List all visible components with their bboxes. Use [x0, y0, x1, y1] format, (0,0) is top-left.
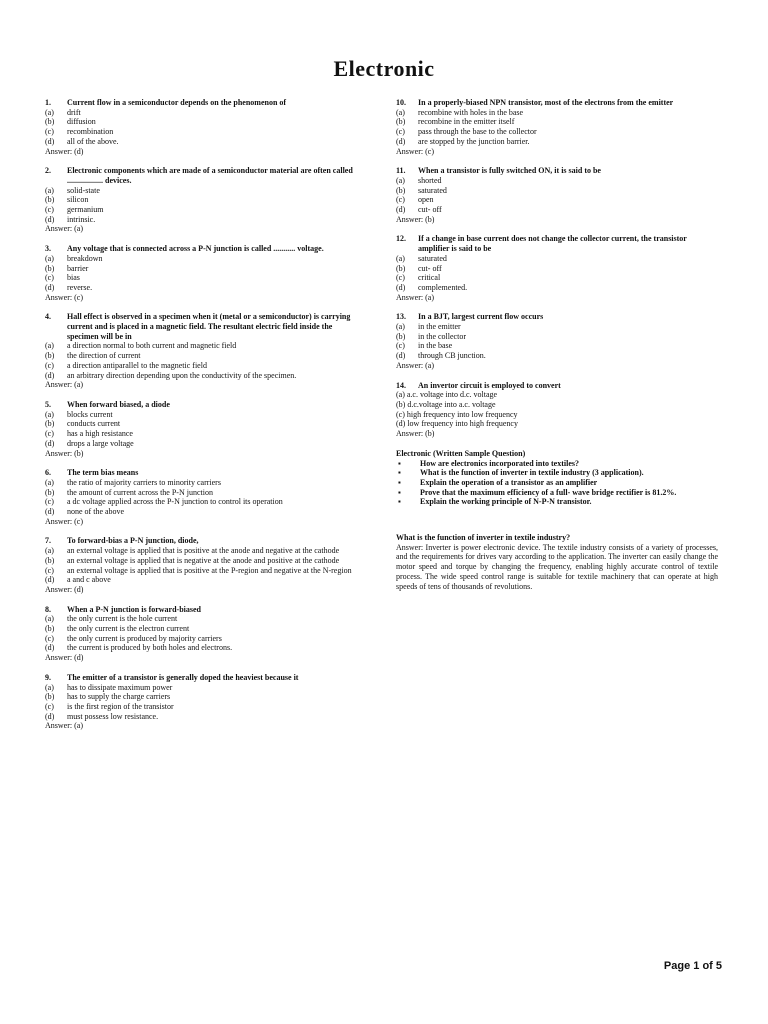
option-text: an external voltage is applied that is negative at the anode and positive at the cathode — [67, 555, 340, 565]
option — [45, 546, 363, 556]
option-text: solid-state — [67, 185, 100, 195]
option-letter: (d) — [45, 370, 55, 380]
question-text: In a properly-biased NPN transistor, most of the electrons from the emitter — [418, 98, 674, 107]
option-letter: (b) — [396, 263, 406, 273]
question-text: When a P-N junction is forward-biased — [67, 604, 202, 614]
question-number: 7. — [45, 536, 51, 546]
question-2 — [45, 166, 363, 234]
option-letter: (a) — [396, 253, 405, 263]
question-6 — [45, 468, 363, 526]
option-text: saturated — [418, 185, 447, 195]
question-number: 6. — [45, 468, 51, 478]
bullet-item — [396, 478, 718, 488]
option-letter: (a) — [45, 341, 54, 351]
option-letter: (d) — [396, 282, 406, 292]
answer: Answer: (d) — [45, 146, 84, 156]
option-letter: (d) — [45, 136, 55, 146]
option — [45, 341, 363, 351]
option — [45, 254, 363, 264]
question-11 — [396, 166, 718, 224]
option-letter: (d) — [45, 575, 55, 585]
option-text: an arbitrary direction depending upon the conductivity of the specimen. — [67, 370, 297, 380]
option-text: cut- off — [418, 205, 442, 215]
option-letter: (c) — [45, 360, 54, 370]
question-number: 10. — [396, 98, 406, 107]
question-text: The term bias means — [67, 468, 139, 478]
question-9 — [45, 673, 363, 731]
option-text: germanium — [67, 205, 104, 215]
answer: Answer: (c) — [396, 146, 434, 156]
option-letter: (b) — [45, 263, 55, 273]
option-letter: (c) — [45, 497, 54, 507]
option-text: blocks current — [67, 409, 113, 419]
option-letter: (a) — [45, 107, 54, 117]
option-letter: (d) — [45, 643, 55, 653]
option-letter: (c) — [396, 195, 405, 205]
option-letter: (c) — [45, 565, 54, 575]
question-number: 8. — [45, 604, 51, 614]
question-text: The emitter of a transistor is generally doped the heaviest because it — [67, 672, 299, 682]
option-text: conducts current — [67, 419, 121, 429]
option-text: silicon — [67, 195, 89, 205]
option — [45, 410, 363, 420]
option-text: a direction antiparallel to the magnetic field — [67, 360, 207, 370]
option-letter: (c) — [45, 701, 54, 711]
option-text: in the collector — [418, 331, 466, 341]
option-text: all of the above. — [67, 136, 119, 146]
option-text: are stopped by the junction barrier. — [418, 136, 530, 146]
option — [396, 283, 718, 293]
option-letter: (c) — [396, 273, 405, 283]
option-letter: (a) — [45, 546, 54, 556]
question-number: 1. — [45, 98, 51, 107]
option-text: recombine in the emitter itself — [418, 117, 515, 127]
option — [45, 117, 363, 127]
option — [45, 683, 363, 693]
option-letter: (c) — [396, 127, 405, 137]
option-text: is the first region of the transistor — [67, 701, 174, 711]
answer: Answer: (b) — [45, 448, 84, 458]
question-text: Electronic components which are made of a semiconductor material are often called .................. devices. — [67, 166, 353, 185]
option-text: through CB junction. — [418, 351, 486, 361]
option-letter: (d) — [45, 282, 55, 292]
option-text: shorted — [418, 175, 442, 185]
option-text: has to dissipate maximum power — [67, 682, 173, 692]
right-column — [396, 98, 718, 591]
option — [45, 507, 363, 517]
bullet-text: How are electronics incorporated into textiles? — [420, 458, 579, 468]
option — [396, 351, 718, 361]
option-letter: (d) — [45, 507, 55, 517]
option — [45, 351, 363, 361]
option-letter: (a) — [45, 185, 54, 195]
option-text: breakdown — [67, 253, 103, 263]
option-text: none of the above — [67, 507, 125, 517]
option — [45, 273, 363, 283]
option-text: recombination — [67, 127, 114, 137]
question-number: 4. — [45, 312, 51, 322]
bullet-icon: ▪ — [398, 477, 401, 487]
option-letter: (d) — [45, 438, 55, 448]
option — [45, 186, 363, 196]
option-text: reverse. — [67, 282, 93, 292]
question-7 — [45, 536, 363, 594]
option-text: an external voltage is applied that is positive at the anode and negative at the cathode — [67, 546, 340, 556]
option-letter: (b) — [45, 624, 55, 634]
option-letter: (a) — [45, 253, 54, 263]
option-text: has a high resistance — [67, 429, 133, 439]
question-5 — [45, 400, 363, 458]
option — [45, 624, 363, 634]
question-10 — [396, 98, 718, 156]
option-letter: (b) — [396, 331, 406, 341]
page-title: Electronic — [333, 56, 435, 81]
bullet-text: Prove that the maximum efficiency of a full- wave bridge rectifier is 81.2%. — [420, 487, 677, 497]
option — [396, 117, 718, 127]
question-text: To forward-bias a P-N junction, diode, — [67, 536, 199, 546]
option-text: the only current is the electron current — [67, 624, 190, 634]
bullet-text: What is the function of inverter in textile industry (3 application). — [420, 468, 644, 478]
question-number: 3. — [45, 244, 51, 254]
option — [396, 341, 718, 351]
option-text: saturated — [418, 253, 447, 263]
option-text: the only current is the hole current — [67, 614, 178, 624]
option — [396, 176, 718, 186]
option — [396, 127, 718, 137]
option-text: in the base — [418, 341, 453, 351]
option-letter: (a) — [45, 682, 54, 692]
question-text: In a BJT, largest current flow occurs — [418, 312, 544, 322]
option — [45, 643, 363, 653]
question-12 — [396, 234, 718, 302]
question-text: If a change in base current does not change the collector current, the transistor amplifier is said to be — [418, 234, 687, 254]
question-text: When a transistor is fully switched ON, it is said to be — [418, 166, 601, 176]
option — [396, 186, 718, 196]
option — [45, 712, 363, 722]
option-text: must possess low resistance. — [67, 711, 159, 721]
option — [45, 439, 363, 449]
bullet-item — [396, 497, 718, 507]
option — [396, 137, 718, 147]
option — [45, 556, 363, 566]
option-text: the current is produced by both holes and electrons. — [67, 643, 233, 653]
answer: Answer: (d) — [45, 653, 84, 663]
question-4 — [45, 312, 363, 390]
answer: Answer: (b) — [396, 429, 435, 439]
option — [45, 702, 363, 712]
option-text: the ratio of majority carriers to minority carriers — [67, 477, 221, 487]
question-13 — [396, 312, 718, 370]
question-text: When forward biased, a diode — [67, 399, 170, 409]
option-letter: (b) — [396, 117, 406, 127]
answer: Answer: (a) — [396, 360, 434, 370]
question-number: 5. — [45, 399, 51, 409]
bullet-icon: ▪ — [398, 497, 401, 507]
option-text: recombine with holes in the base — [418, 107, 524, 117]
written-questions-section — [396, 449, 718, 507]
option: (b) d.c.voltage into a.c. voltage — [396, 399, 496, 409]
option-letter: (a) — [396, 322, 405, 332]
question-number: 9. — [45, 672, 51, 682]
option — [45, 692, 363, 702]
option — [45, 127, 363, 137]
option-letter: (d) — [45, 711, 55, 721]
option-letter: (a) — [396, 175, 405, 185]
option — [45, 614, 363, 624]
option-letter: (c) — [45, 429, 54, 439]
option-text: diffusion — [67, 117, 96, 127]
option — [45, 283, 363, 293]
option-letter: (b) — [45, 419, 55, 429]
option — [45, 634, 363, 644]
option-text: the direction of current — [67, 351, 141, 361]
question-number: 12. — [396, 234, 406, 244]
option — [45, 419, 363, 429]
option: (c) high frequency into low frequency — [396, 409, 518, 419]
option-text: critical — [418, 273, 441, 283]
bullet-item — [396, 459, 718, 469]
option-letter: (a) — [396, 107, 405, 117]
option-letter: (a) — [45, 477, 54, 487]
option-text: cut- off — [418, 263, 442, 273]
page-number: Page 1 of 5 — [663, 960, 722, 972]
option — [396, 322, 718, 332]
question-text: Hall effect is observed in a specimen when it (metal or a semiconductor) is carrying current and is placed in a magnetic field. The resultant electric field inside the specimen will be in — [67, 312, 351, 341]
option-letter: (c) — [45, 273, 54, 283]
option — [45, 264, 363, 274]
question-8 — [45, 605, 363, 663]
bullet-icon: ▪ — [398, 458, 401, 468]
option-text: a and c above — [67, 575, 111, 585]
option — [45, 497, 363, 507]
option — [45, 575, 363, 585]
section-title: Electronic (Written Sample Question) — [396, 448, 526, 458]
question-number: 13. — [396, 312, 406, 322]
option-letter: (c) — [45, 205, 54, 215]
option — [45, 215, 363, 225]
option-text: bias — [67, 273, 80, 283]
option-letter: (c) — [45, 633, 54, 643]
option-letter: (b) — [45, 692, 55, 702]
option-text: intrinsic. — [67, 214, 96, 224]
answer: Answer: (c) — [45, 292, 83, 302]
answer: Answer: (a) — [396, 292, 434, 302]
written-question: What is the function of inverter in textile industry? — [396, 533, 571, 543]
option-text: a dc voltage applied across the P-N junction to control its operation — [67, 497, 283, 507]
option — [45, 108, 363, 118]
option — [45, 195, 363, 205]
option-letter: (a) — [45, 614, 54, 624]
option-text: pass through the base to the collector — [418, 127, 537, 137]
answer: Answer: (c) — [45, 516, 83, 526]
option-text: an external voltage is applied that is positive at the P-region and negative at the N-region — [67, 565, 352, 575]
answer: Answer: (b) — [396, 214, 435, 224]
question-1 — [45, 98, 363, 156]
option — [396, 108, 718, 118]
left-column — [45, 98, 363, 741]
option — [396, 264, 718, 274]
answer: Answer: (d) — [45, 584, 84, 594]
written-answer: Answer: Inverter is power electronic device. The textile industry consists of a variety of processes, and the requirements for drives vary according to the application. The inverter can easily change the motor speed and torque by changing the frequency, enabling highly accurate control of textile process. The wide speed control range is suitable for textile machinery that can operate at high speeds of tens of thousands of revolutions. — [396, 542, 718, 591]
option-text: in the emitter — [418, 322, 461, 332]
option-text: complemented. — [418, 282, 468, 292]
question-text: Any voltage that is connected across a P-N junction is called ........... voltage. — [67, 244, 324, 254]
option-text: a direction normal to both current and magnetic field — [67, 341, 237, 351]
answer: Answer: (a) — [45, 380, 83, 390]
option-text: drops a large voltage — [67, 438, 134, 448]
option-letter: (c) — [396, 341, 405, 351]
option — [45, 205, 363, 215]
option-letter: (d) — [396, 136, 406, 146]
option: (a) a.c. voltage into d.c. voltage — [396, 390, 498, 400]
option-letter: (b) — [45, 555, 55, 565]
option-letter: (b) — [45, 195, 55, 205]
option-letter: (b) — [45, 487, 55, 497]
question-14 — [396, 381, 718, 439]
option — [45, 361, 363, 371]
bullet-item — [396, 468, 718, 478]
option-text: has to supply the charge carriers — [67, 692, 171, 702]
option — [396, 254, 718, 264]
bullet-icon: ▪ — [398, 487, 401, 497]
question-text: Current flow in a semiconductor depends on the phenomenon of — [67, 98, 287, 107]
question-3 — [45, 244, 363, 302]
bullet-text: Explain the working principle of N-P-N transistor. — [420, 497, 592, 507]
answer: Answer: (a) — [45, 224, 83, 234]
question-number: 14. — [396, 380, 406, 390]
option-letter: (a) — [45, 409, 54, 419]
option — [45, 137, 363, 147]
option-letter: (d) — [45, 214, 55, 224]
inverter-qa — [396, 533, 718, 591]
option — [396, 332, 718, 342]
answer: Answer: (a) — [45, 721, 83, 731]
option — [396, 205, 718, 215]
option-text: the amount of current across the P-N junction — [67, 487, 213, 497]
option-text: barrier — [67, 263, 89, 273]
question-text: An invertor circuit is employed to convert — [418, 380, 561, 390]
option-text: drift — [67, 107, 81, 117]
option-letter: (b) — [45, 351, 55, 361]
question-number: 2. — [45, 166, 51, 176]
option-text: open — [418, 195, 434, 205]
question-number: 11. — [396, 166, 406, 176]
bullet-item — [396, 488, 718, 498]
option — [45, 566, 363, 576]
option — [396, 195, 718, 205]
bullet-text: Explain the operation of a transistor as an amplifier — [420, 477, 598, 487]
option-letter: (b) — [45, 117, 55, 127]
option-letter: (c) — [45, 127, 54, 137]
option — [45, 478, 363, 488]
option — [396, 273, 718, 283]
option: (d) low frequency into high frequency — [396, 419, 518, 429]
option-letter: (b) — [396, 185, 406, 195]
option-text: the only current is produced by majority carriers — [67, 633, 222, 643]
option — [45, 371, 363, 381]
bullet-icon: ▪ — [398, 468, 401, 478]
option — [45, 488, 363, 498]
option-letter: (d) — [396, 351, 406, 361]
option — [45, 429, 363, 439]
option-letter: (d) — [396, 205, 406, 215]
